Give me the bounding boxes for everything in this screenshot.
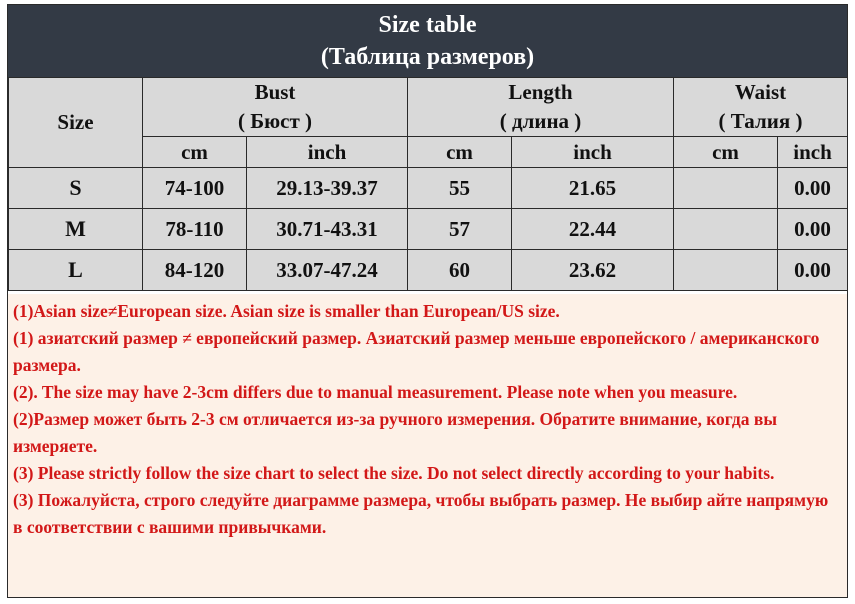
length-header-label: Length [508, 80, 573, 104]
notes-panel [8, 294, 847, 597]
waist-inch-cell: 0.00 [778, 250, 848, 291]
size-cell: S [9, 168, 143, 209]
waist-cm-cell [674, 209, 778, 250]
bust-inch-cell: 29.13-39.37 [247, 168, 408, 209]
bust-inch-header: inch [247, 137, 408, 168]
table-row [9, 209, 848, 250]
bust-cm-header: cm [143, 137, 247, 168]
bust-inch-cell: 33.07-47.24 [247, 250, 408, 291]
length-header-sublabel: ( длина ) [499, 109, 582, 133]
length-cm-cell: 57 [408, 209, 512, 250]
length-cm-cell: 60 [408, 250, 512, 291]
length-cm-header: cm [408, 137, 512, 168]
waist-cm-cell [674, 250, 778, 291]
note-line: (3) Пожалуйста, строго следуйте диаграмме размера, чтобы выбрать размер. Не выбир айте напрямую в соответствии с вашими привычками. [13, 490, 829, 537]
bust-cm-cell: 78-110 [143, 209, 247, 250]
waist-inch-cell: 0.00 [778, 168, 848, 209]
note-line: (2). The size may have 2-3cm differs due to manual measurement. Please note when you measure. [13, 382, 738, 402]
note-line: (3) Please strictly follow the size chart to select the size. Do not select directly according to your habits. [13, 463, 775, 483]
note-line: (1) азиатский размер ≠ европейский размер. Азиатский размер меньше европейского / американского размера. [13, 328, 820, 375]
waist-header-sublabel: ( Талия ) [718, 109, 803, 133]
title-bar [8, 5, 847, 77]
waist-header-label: Waist [734, 80, 787, 104]
waist-inch-header: inch [778, 137, 848, 168]
length-cm-cell: 55 [408, 168, 512, 209]
bust-cm-cell: 84-120 [143, 250, 247, 291]
bust-header [143, 78, 408, 137]
waist-cm-cell [674, 168, 778, 209]
length-inch-cell: 21.65 [512, 168, 674, 209]
length-inch-header: inch [512, 137, 674, 168]
size-header: Size [9, 78, 143, 168]
table-row [9, 250, 848, 291]
length-inch-cell: 23.62 [512, 250, 674, 291]
table-row [9, 168, 848, 209]
size-cell: L [9, 250, 143, 291]
bust-cm-cell: 74-100 [143, 168, 247, 209]
length-header [408, 78, 674, 137]
length-inch-cell: 22.44 [512, 209, 674, 250]
waist-cm-header: cm [674, 137, 778, 168]
note-line: (1)Asian size≠European size. Asian size is smaller than European/US size. [13, 301, 560, 321]
note-line: (2)Размер может быть 2-3 см отличается из-за ручного измерения. Обратите внимание, когда вы измеряете. [13, 409, 777, 456]
title-line-2: (Таблица размеров) [320, 44, 535, 70]
bust-header-sublabel: ( Бюст ) [237, 109, 313, 133]
size-table [8, 77, 848, 291]
waist-header [674, 78, 848, 137]
size-chart [7, 4, 848, 598]
bust-inch-cell: 30.71-43.31 [247, 209, 408, 250]
bust-header-label: Bust [254, 80, 296, 104]
size-cell: M [9, 209, 143, 250]
title-line-1: Size table [378, 12, 477, 38]
waist-inch-cell: 0.00 [778, 209, 848, 250]
